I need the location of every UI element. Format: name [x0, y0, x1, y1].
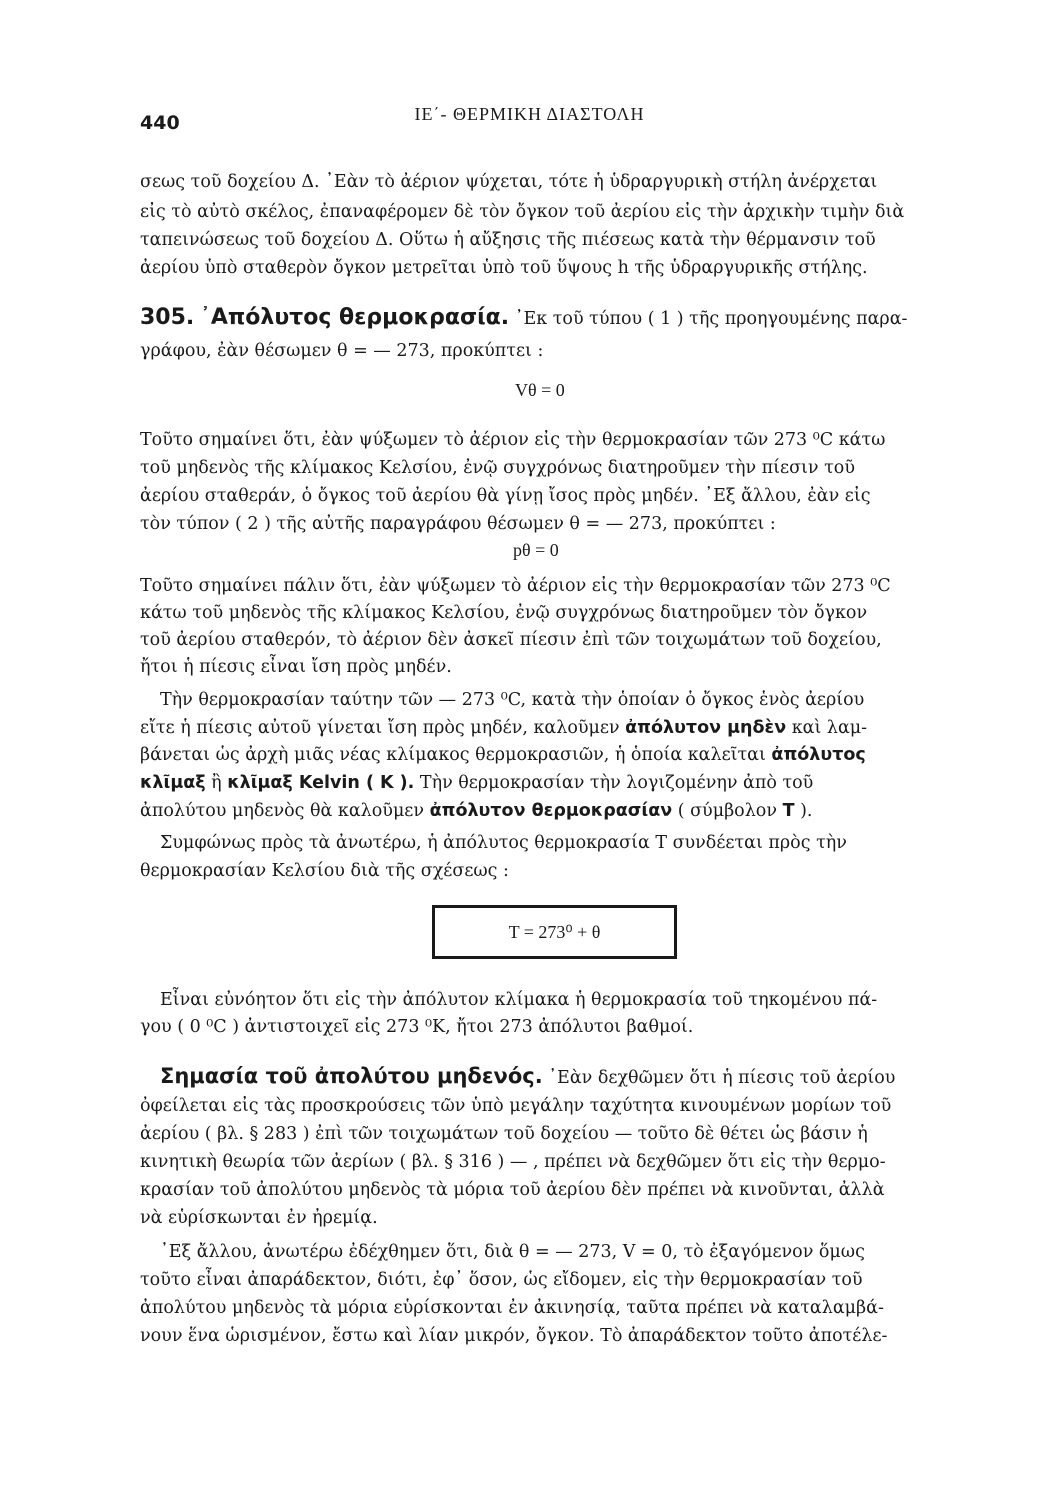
term-kelvin-scale: κλῖμαξ Kelvin ( K ). — [227, 773, 415, 793]
text-line: ᾿Εξ ἄλλου, ἀνωτέρω ἐδέχθημεν ὅτι, διὰ θ = — 273, V = 0, τὸ ἐξαγόμενον ὅμως — [160, 1242, 865, 1262]
text-span: ἀπολύτου μηδενὸς θὰ καλοῦμεν — [140, 801, 430, 821]
text-line — [140, 743, 866, 767]
page-number: 440 — [140, 112, 180, 134]
formula-pressure: pθ = 0 — [513, 540, 559, 560]
text-span: εἴτε ἡ πίεσις αὐτοῦ γίνεται ἴση πρὸς μηδέν, καλοῦμεν — [140, 718, 626, 738]
text-line: ὀφείλεται εἰς τὰς προσκρούσεις τῶν ὑπὸ μεγάλην ταχύτητα κινουμένων μορίων τοῦ — [140, 1096, 892, 1116]
text-line: θερμοκρασίαν Κελσίου διὰ τῆς σχέσεως : — [140, 861, 509, 881]
text-line: τοῦ μηδενὸς τῆς κλίμακος Κελσίου, ἐνῷ συγχρόνως διατηροῦμεν τὴν πίεσιν τοῦ — [140, 458, 855, 478]
text-line: ταπεινώσεως τοῦ δοχείου Δ. Οὕτω ἡ αὔξησις τῆς πιέσεως κατὰ τὴν θέρμανσιν τοῦ — [140, 230, 876, 250]
chapter-title: ΙΕ΄- ΘΕΡΜΙΚΗ ΔΙΑΣΤΟΛΗ — [414, 104, 645, 124]
text-line: Συμφώνως πρὸς τὰ ἀνωτέρω, ἡ ἀπόλυτος θερμοκρασία T συνδέεται πρὸς τὴν — [160, 833, 847, 853]
text-line: νὰ εὑρίσκωνται ἐν ἠρεμίᾳ. — [140, 1208, 378, 1228]
section-title: ᾿Απόλυτος θερμοκρασία. — [199, 305, 510, 330]
formula-volume: Vθ = 0 — [515, 380, 565, 400]
text-line: ἀερίου ὑπὸ σταθερὸν ὄγκον μετρεῖται ὑπὸ τοῦ ὕψους h τῆς ὑδραργυρικῆς στήλης. — [140, 258, 868, 278]
boxed-formula-text: T = 273⁰ + θ — [508, 921, 601, 942]
text-span: ἢ — [205, 773, 228, 793]
section-number: 305. — [140, 305, 195, 330]
subsection-heading-line — [160, 1064, 895, 1090]
section-heading-line — [140, 306, 907, 331]
subsection-heading-rest: ᾿Εὰν δεχθῶμεν ὅτι ἡ πίεσις τοῦ ἀερίου — [548, 1068, 896, 1088]
text-line: γου ( 0 ⁰C ) ἀντιστοιχεῖ εἰς 273 ⁰K, ἤτοι 273 ἀπόλυτοι βαθμοί. — [140, 1017, 694, 1037]
text-line — [140, 771, 813, 795]
text-line: Εἶναι εὐνόητον ὅτι εἰς τὴν ἀπόλυτον κλίμακα ἡ θερμοκρασία τοῦ τηκομένου πά- — [160, 990, 878, 1010]
section-heading-rest: ᾿Εκ τοῦ τύπου ( 1 ) τῆς προηγουμένης παρα- — [514, 309, 908, 329]
text-line: Τὴν θερμοκρασίαν ταύτην τῶν — 273 ⁰C, κατὰ τὴν ὁποίαν ὁ ὄγκος ἑνὸς ἀερίου — [160, 690, 865, 710]
text-line: γράφου, ἐὰν θέσωμεν θ = — 273, προκύπτει : — [140, 341, 544, 361]
text-line: σεως τοῦ δοχείου Δ. ᾿Εὰν τὸ ἀέριον ψύχεται, τότε ἡ ὑδραργυρικὴ στήλη ἀνέρχεται — [140, 172, 878, 192]
text-line: κρασίαν τοῦ ἀπολύτου μηδενὸς τὰ μόρια τοῦ ἀερίου δὲν πρέπει νὰ κινοῦνται, ἀλλὰ — [140, 1180, 885, 1200]
term-absolute-zero: ἀπόλυτον μηδὲν — [625, 718, 787, 738]
text-line: Τοῦτο σημαίνει πάλιν ὅτι, ἐὰν ψύξωμεν τὸ ἀέριον εἰς τὴν θερμοκρασίαν τῶν 273 ⁰C — [140, 576, 891, 596]
boxed-formula — [432, 905, 677, 959]
term-scale: κλῖμαξ — [140, 773, 206, 793]
term-absolute-scale: ἀπόλυτος — [771, 745, 866, 765]
term-symbol-t: T — [782, 801, 795, 821]
text-line: τοῦτο εἶναι ἀπαράδεκτον, διότι, ἐφ᾿ ὅσον, ὡς εἴδομεν, εἰς τὴν θερμοκρασίαν τοῦ — [140, 1270, 863, 1290]
text-line: ἀερίου ( βλ. § 283 ) ἐπὶ τῶν τοιχωμάτων τοῦ δοχείου — τοῦτο δὲ θέτει ὡς βάσιν ἡ — [140, 1124, 868, 1144]
text-line: τὸν τύπον ( 2 ) τῆς αὐτῆς παραγράφου θέσωμεν θ = — 273, προκύπτει : — [140, 514, 776, 534]
text-line: ἤτοι ἡ πίεσις εἶναι ἴση πρὸς μηδέν. — [140, 657, 452, 677]
text-span: καὶ λαμ- — [786, 718, 868, 738]
text-span: βάνεται ὡς ἀρχὴ μιᾶς νέας κλίμακος θερμοκρασιῶν, ἡ ὁποία καλεῖται — [140, 745, 772, 765]
text-span: ( σύμβολον — [672, 801, 783, 821]
term-absolute-temperature: ἀπόλυτον θερμοκρασίαν — [429, 801, 673, 821]
subsection-title: Σημασία τοῦ ἀπολύτου μηδενός. — [160, 1064, 543, 1088]
text-line: τοῦ ἀερίου σταθερόν, τὸ ἀέριον δὲν ἀσκεῖ πίεσιν ἐπὶ τῶν τοιχωμάτων τοῦ δοχείου, — [140, 630, 882, 650]
text-line: Τοῦτο σημαίνει ὅτι, ἐὰν ψύξωμεν τὸ ἀέριον εἰς τὴν θερμοκρασίαν τῶν 273 ⁰C κάτω — [140, 430, 886, 450]
text-line: ἀερίου σταθεράν, ὁ ὄγκος τοῦ ἀερίου θὰ γίνῃ ἴσος πρὸς μηδέν. ᾿Εξ ἄλλου, ἐὰν εἰς — [140, 486, 871, 506]
text-line — [140, 799, 812, 823]
text-line: κάτω τοῦ μηδενὸς τῆς κλίμακος Κελσίου, ἐνῷ συγχρόνως διατηροῦμεν τὸν ὄγκον — [140, 603, 868, 623]
text-line — [140, 716, 867, 740]
text-span: Τὴν θερμοκρασίαν τὴν λογιζομένην ἀπὸ τοῦ — [414, 773, 814, 793]
text-line: νουν ἕνα ὡρισμένον, ἔστω καὶ λίαν μικρόν, ὄγκον. Τὸ ἀπαράδεκτον τοῦτο ἀποτέλε- — [140, 1326, 888, 1346]
text-line: ἀπολύτου μηδενὸς τὰ μόρια εὑρίσκονται ἐν ἀκινησίᾳ, ταῦτα πρέπει νὰ καταλαμβά- — [140, 1298, 884, 1318]
text-line: εἰς τὸ αὐτὸ σκέλος, ἐπαναφέρομεν δὲ τὸν ὄγκον τοῦ ἀερίου εἰς τὴν ἀρχικὴν τιμὴν διὰ — [140, 202, 905, 222]
text-line: κινητικὴ θεωρία τῶν ἀερίων ( βλ. § 316 ) — , πρέπει νὰ δεχθῶμεν ὅτι εἰς τὴν θερμο- — [140, 1152, 886, 1172]
text-span: ). — [794, 801, 813, 821]
